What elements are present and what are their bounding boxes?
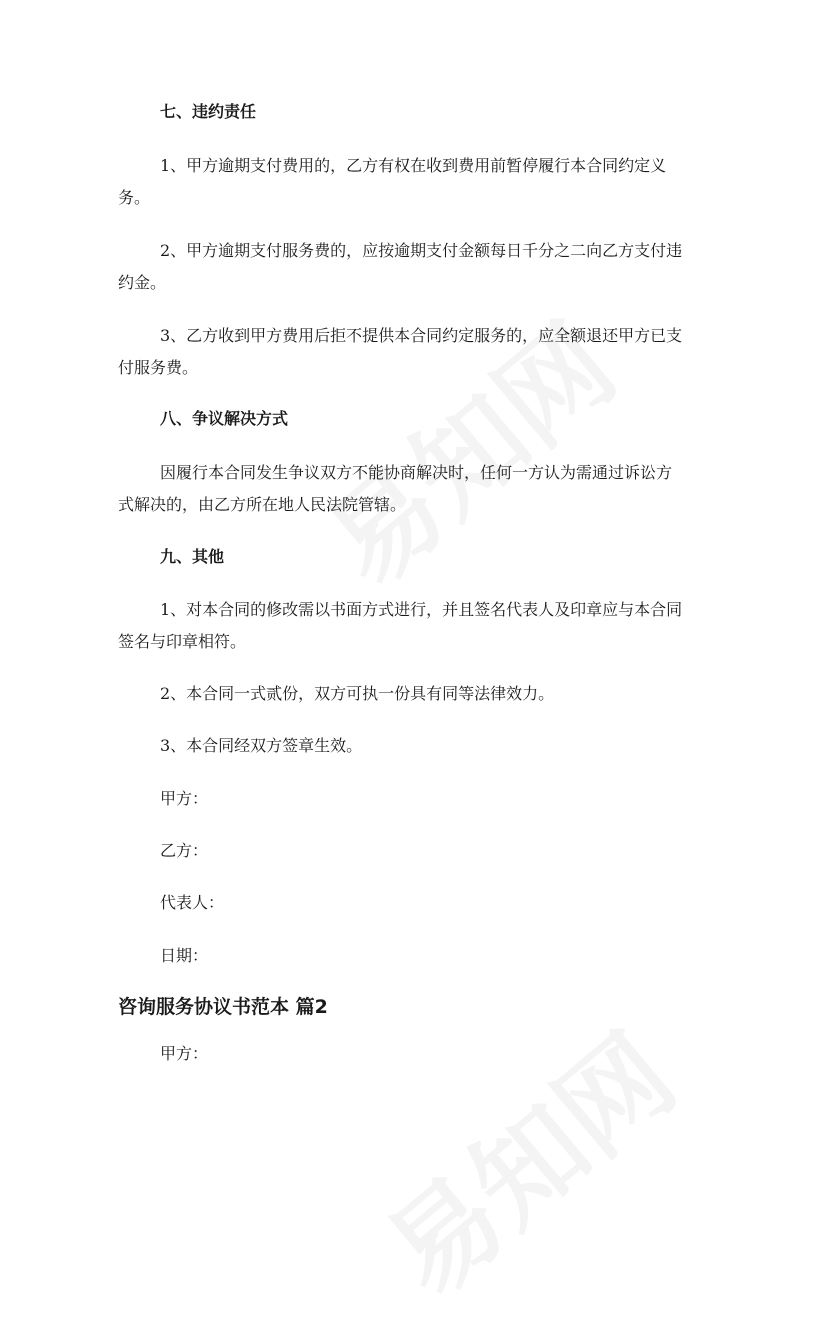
paragraph-line: 式解决的，由乙方所在地人民法院管辖。 xyxy=(118,495,407,514)
paragraph-line: 付服务费。 xyxy=(118,358,199,377)
section-heading: 七、违约责任 xyxy=(160,102,257,121)
paragraph-line: 1、甲方逾期支付费用的，乙方有权在收到费用前暂停履行本合同约定义 xyxy=(160,156,667,175)
paragraph-line: 因履行本合同发生争议双方不能协商解决时，任何一方认为需通过诉讼方 xyxy=(160,463,673,482)
paragraph-line: 1、对本合同的修改需以书面方式进行，并且签名代表人及印章应与本合同 xyxy=(160,600,683,619)
party-b-label: 乙方： xyxy=(160,841,209,860)
paragraph-line: 2、本合同一式贰份，双方可执一份具有同等法律效力。 xyxy=(160,684,555,703)
section-heading: 九、其他 xyxy=(160,547,225,566)
paragraph-line: 2、甲方逾期支付服务费的，应按逾期支付金额每日千分之二向乙方支付违 xyxy=(160,241,683,260)
party-a-label: 甲方： xyxy=(160,1044,209,1063)
date-label: 日期： xyxy=(160,946,209,965)
paragraph-line: 签名与印章相符。 xyxy=(118,632,247,651)
agreement-title: 咨询服务协议书范本 篇2 xyxy=(118,996,328,1018)
paragraph-line: 3、乙方收到甲方费用后拒不提供本合同约定服务的，应全额退还甲方已支 xyxy=(160,326,683,345)
paragraph-line: 务。 xyxy=(118,188,151,207)
watermark xyxy=(348,992,702,1325)
party-a-label: 甲方： xyxy=(160,789,209,808)
section-heading: 八、争议解决方式 xyxy=(160,409,289,428)
paragraph-line: 约金。 xyxy=(118,273,167,292)
representative-label: 代表人： xyxy=(160,893,225,912)
paragraph-line: 3、本合同经双方签章生效。 xyxy=(160,736,363,755)
